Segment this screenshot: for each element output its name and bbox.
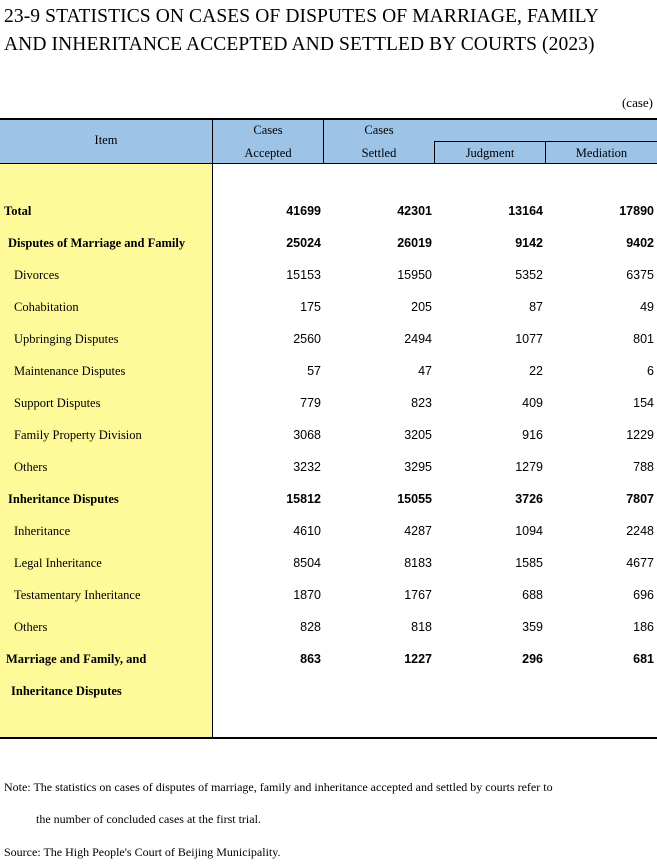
row-label: Legal Inheritance <box>14 556 102 570</box>
cell-judgment: 296 <box>522 652 543 666</box>
cell-judgment: 359 <box>522 620 543 634</box>
cell-mediation: 1229 <box>626 428 654 442</box>
cell-mediation: 681 <box>633 652 654 666</box>
cell-mediation: 696 <box>633 588 654 602</box>
table-row <box>0 332 657 364</box>
table-row <box>0 524 657 556</box>
note-line-1: Note: The statistics on cases of disputes of marriage, family and inheritance accepted and settled by courts refer to <box>4 780 553 794</box>
cell-accepted: 15153 <box>286 268 321 282</box>
row-label: Marriage and Family, and <box>6 652 147 666</box>
header-accepted-line1: Cases <box>253 123 283 137</box>
table-row <box>0 268 657 300</box>
cell-accepted: 8504 <box>293 556 321 570</box>
header-accepted-line2: Accepted <box>244 146 292 160</box>
table-row <box>0 556 657 588</box>
page-title <box>4 3 599 59</box>
statistics-table <box>0 118 657 739</box>
table-bottom-border <box>0 737 657 739</box>
row-label: Upbringing Disputes <box>14 332 119 346</box>
cell-accepted: 1870 <box>293 588 321 602</box>
cell-settled: 15950 <box>397 268 432 282</box>
source-note: Source: The High People's Court of Beijing Municipality. <box>4 845 281 859</box>
cell-mediation: 6375 <box>626 268 654 282</box>
row-label: Others <box>14 620 48 634</box>
cell-judgment: 688 <box>522 588 543 602</box>
cell-accepted: 25024 <box>286 236 321 250</box>
cell-accepted: 15812 <box>286 492 321 506</box>
cell-settled: 823 <box>411 396 432 410</box>
cell-settled: 818 <box>411 620 432 634</box>
cell-settled: 1767 <box>404 588 432 602</box>
cell-accepted: 41699 <box>286 204 321 218</box>
cell-judgment: 13164 <box>508 204 543 218</box>
title-line-2: AND INHERITANCE ACCEPTED AND SETTLED BY COURTS (2023) <box>4 34 595 55</box>
cell-accepted: 2560 <box>293 332 321 346</box>
cell-judgment: 22 <box>529 364 543 378</box>
cell-accepted: 828 <box>300 620 321 634</box>
table-row <box>0 428 657 460</box>
cell-judgment: 1279 <box>515 460 543 474</box>
cell-mediation: 154 <box>633 396 654 410</box>
row-label: Others <box>14 460 48 474</box>
cell-settled: 1227 <box>404 652 432 666</box>
cell-mediation: 788 <box>633 460 654 474</box>
note-line-2: the number of concluded cases at the first trial. <box>36 812 261 826</box>
row-label: Divorces <box>14 268 60 282</box>
header-settled-line2: Settled <box>361 146 397 160</box>
header-bottom-border <box>0 163 657 164</box>
cell-accepted: 175 <box>300 300 321 314</box>
cell-mediation: 7807 <box>626 492 654 506</box>
cell-mediation: 6 <box>647 364 654 378</box>
cell-judgment: 1077 <box>515 332 543 346</box>
cell-settled: 3295 <box>404 460 432 474</box>
cell-settled: 42301 <box>397 204 432 218</box>
table-row <box>0 684 657 716</box>
cell-judgment: 916 <box>522 428 543 442</box>
cell-accepted: 3232 <box>293 460 321 474</box>
table-row <box>0 300 657 332</box>
cell-settled: 15055 <box>397 492 432 506</box>
table-row <box>0 364 657 396</box>
row-label: Support Disputes <box>14 396 101 410</box>
table-row <box>0 236 657 268</box>
cell-mediation: 49 <box>640 300 654 314</box>
cell-judgment: 3726 <box>515 492 543 506</box>
cell-judgment: 5352 <box>515 268 543 282</box>
cell-accepted: 4610 <box>293 524 321 538</box>
cell-judgment: 409 <box>522 396 543 410</box>
cell-accepted: 863 <box>300 652 321 666</box>
cell-mediation: 801 <box>633 332 654 346</box>
header-judgment: Judgment <box>465 146 515 160</box>
row-label: Testamentary Inheritance <box>14 588 141 602</box>
table-row <box>0 588 657 620</box>
header-mediation: Mediation <box>575 146 628 160</box>
cell-settled: 4287 <box>404 524 432 538</box>
cell-settled: 26019 <box>397 236 432 250</box>
cell-settled: 8183 <box>404 556 432 570</box>
table-row <box>0 652 657 684</box>
cell-mediation: 17890 <box>619 204 654 218</box>
row-label: Inheritance <box>14 524 71 538</box>
row-label: Inheritance Disputes <box>8 492 119 506</box>
cell-accepted: 3068 <box>293 428 321 442</box>
cell-mediation: 9402 <box>626 236 654 250</box>
unit-label: (case) <box>621 95 653 110</box>
table-row <box>0 204 657 236</box>
cell-mediation: 4677 <box>626 556 654 570</box>
title-line-1: 23-9 STATISTICS ON CASES OF DISPUTES OF MARRIAGE, FAMILY <box>4 6 599 27</box>
row-label: Maintenance Disputes <box>14 364 126 378</box>
cell-settled: 3205 <box>404 428 432 442</box>
cell-judgment: 1585 <box>515 556 543 570</box>
table-top-border <box>0 118 657 120</box>
cell-mediation: 186 <box>633 620 654 634</box>
cell-judgment: 9142 <box>515 236 543 250</box>
table-row <box>0 460 657 492</box>
row-label: Cohabitation <box>14 300 79 314</box>
row-label: Total <box>4 204 32 218</box>
table-row <box>0 620 657 652</box>
cell-settled: 205 <box>411 300 432 314</box>
cell-judgment: 1094 <box>515 524 543 538</box>
cell-judgment: 87 <box>529 300 543 314</box>
table-row <box>0 492 657 524</box>
table-row <box>0 396 657 428</box>
row-label: Inheritance Disputes <box>11 684 122 698</box>
cell-mediation: 2248 <box>626 524 654 538</box>
cell-settled: 2494 <box>404 332 432 346</box>
row-label: Family Property Division <box>14 428 142 442</box>
cell-settled: 47 <box>418 364 432 378</box>
cell-accepted: 779 <box>300 396 321 410</box>
header-settled-line1: Cases <box>364 123 394 137</box>
cell-accepted: 57 <box>307 364 321 378</box>
row-label: Disputes of Marriage and Family <box>8 236 186 250</box>
header-item: Item <box>94 133 118 147</box>
